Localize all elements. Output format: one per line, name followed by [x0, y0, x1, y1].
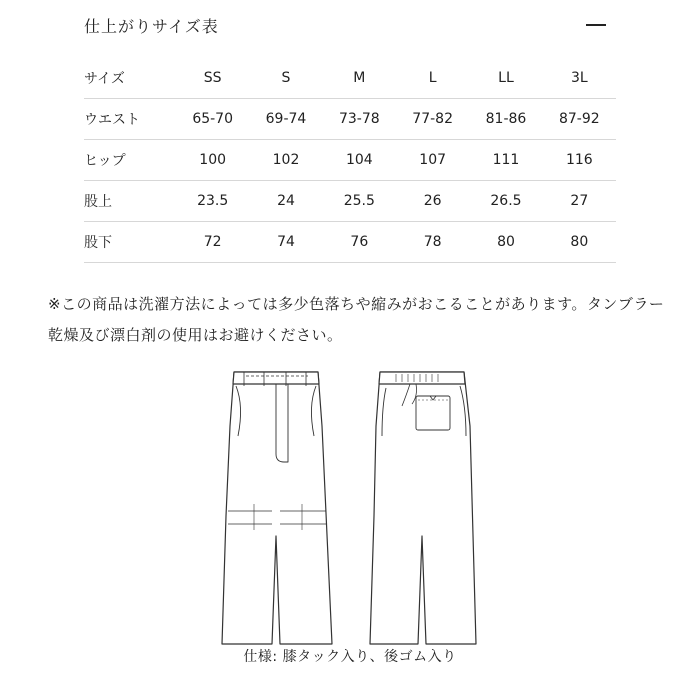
table-cell: 25.5	[343, 193, 375, 209]
table-cell: 73-78	[338, 111, 380, 127]
size-chart-header	[84, 12, 616, 40]
table-cell: 107	[419, 152, 447, 168]
column-header: LL	[498, 70, 514, 86]
table-cell: 26.5	[490, 193, 522, 209]
table-cell: 65-70	[192, 111, 233, 127]
table-row	[84, 99, 616, 140]
table-cell: 26	[423, 193, 442, 209]
row-label: 股上	[84, 194, 112, 210]
table-row	[84, 140, 616, 181]
table-row	[84, 222, 616, 263]
table-cell: 116	[565, 152, 593, 168]
row-label: 股下	[84, 235, 112, 251]
table-cell: 81-86	[485, 111, 527, 127]
column-header: L	[428, 70, 437, 86]
table-cell: 80	[497, 234, 515, 250]
table-cell: 111	[492, 152, 520, 168]
table-cell: 69-74	[265, 111, 307, 127]
table-cell: 77-82	[412, 111, 453, 127]
care-note: ※この商品は洗濯方法によっては多少色落ちや縮みがおこることがあります。タンブラー乾燥及び漂白剤の使用はお避けください。	[48, 295, 665, 344]
table-cell: 74	[277, 234, 295, 250]
pants-back-image	[370, 372, 476, 644]
table-header-row	[84, 58, 616, 99]
table-cell: 72	[203, 234, 222, 250]
page-title: 仕上がりサイズ表	[84, 17, 219, 36]
table-cell: 23.5	[197, 193, 229, 209]
row-label: ウエスト	[84, 112, 140, 128]
table-cell: 24	[277, 193, 295, 209]
pants-illustration	[216, 366, 486, 650]
table-cell: 100	[199, 152, 227, 168]
table-cell: 87-92	[558, 111, 600, 127]
table-cell: 27	[570, 193, 589, 209]
table-row	[84, 181, 616, 222]
size-table	[84, 58, 616, 263]
table-cell: 78	[423, 234, 442, 250]
table-cell: 76	[350, 234, 369, 250]
table-cell: 102	[272, 152, 300, 168]
column-header: サイズ	[84, 71, 125, 87]
table-cell: 104	[345, 152, 373, 168]
pants-front-image	[222, 372, 332, 644]
table-cell: 80	[570, 234, 589, 250]
column-header: SS	[203, 70, 222, 86]
column-header: S	[281, 70, 291, 86]
column-header: 3L	[570, 70, 588, 86]
collapse-minus-icon[interactable]	[584, 12, 608, 36]
spec-caption: 仕様: 膝タック入り、後ゴム入り	[243, 649, 457, 665]
row-label: ヒップ	[84, 153, 126, 169]
column-header: M	[353, 70, 366, 86]
